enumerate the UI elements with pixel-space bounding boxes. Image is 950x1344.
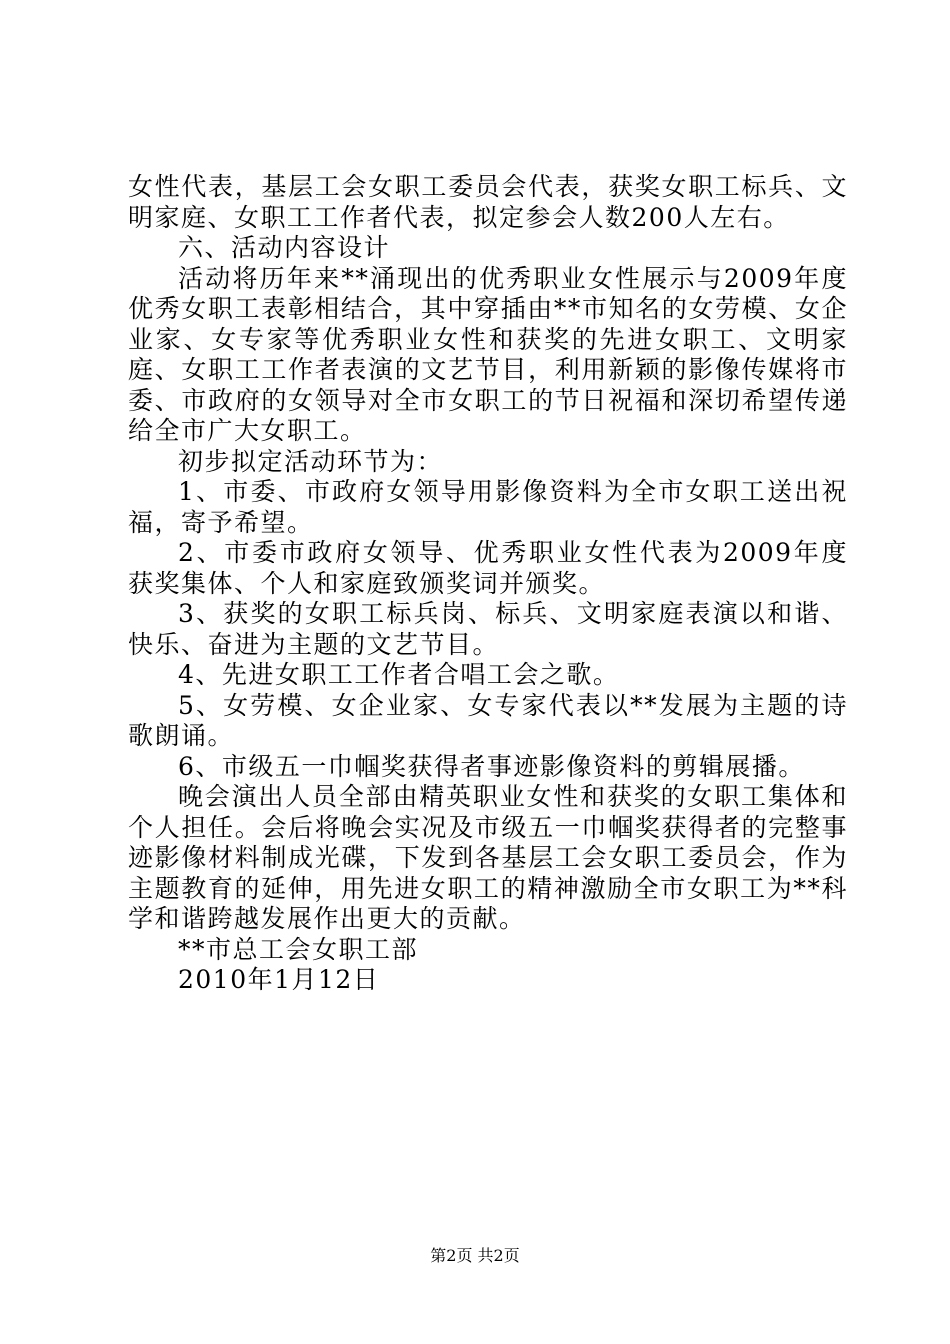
agenda-item-1: 1、市委、市政府女领导用影像资料为全市女职工送出祝福，寄予希望。 <box>128 477 848 537</box>
paragraph-attendees: 女性代表，基层工会女职工委员会代表，获奖女职工标兵、文明家庭、女职工工作者代表，拟定参会人数200人左右。 <box>128 172 848 232</box>
agenda-item-6: 6、市级五一巾帼奖获得者事迹影像资料的剪辑展播。 <box>178 751 805 781</box>
signature-date: 2010年1月12日 <box>178 965 380 994</box>
agenda-item-2: 2、市委市政府女领导、优秀职业女性代表为2009年度获奖集体、个人和家庭致颁奖词并颁奖。 <box>128 538 848 598</box>
paragraph-agenda-intro: 初步拟定活动环节为： <box>178 446 444 476</box>
paragraph-performers: 晚会演出人员全部由精英职业女性和获奖的女职工集体和个人担任。会后将晚会实况及市级五一巾帼奖获得者的完整事迹影像材料制成光碟，下发到各基层工会女职工委员会，作为主题教育的延伸，用先进女职工的精神激励全市女职工为**科学和谐跨越发展作出更大的贡献。 <box>128 782 848 933</box>
signature-organization: **市总工会女职工部 <box>178 934 419 964</box>
paragraph-activity-description: 活动将历年来**涌现出的优秀职业女性展示与2009年度优秀女职工表彰相结合，其中穿插由**市知名的女劳模、女企业家、女专家等优秀职业女性和获奖的先进女职工、文明家庭、女职工工作者表演的文艺节目，利用新颖的影像传媒将市委、市政府的女领导对全市女职工的节日祝福和深切希望传递给全市广大女职工。 <box>128 263 848 445</box>
agenda-item-5: 5、女劳模、女企业家、女专家代表以**发展为主题的诗歌朗诵。 <box>128 690 848 750</box>
page-number-footer: 第2页 共2页 <box>430 1246 520 1265</box>
agenda-item-4: 4、先进女职工工作者合唱工会之歌。 <box>178 660 620 689</box>
agenda-item-3: 3、获奖的女职工标兵岗、标兵、文明家庭表演以和谐、快乐、奋进为主题的文艺节目。 <box>128 599 848 659</box>
section-heading-activity-content: 六、活动内容设计 <box>178 233 391 262</box>
document-body <box>128 172 848 996</box>
